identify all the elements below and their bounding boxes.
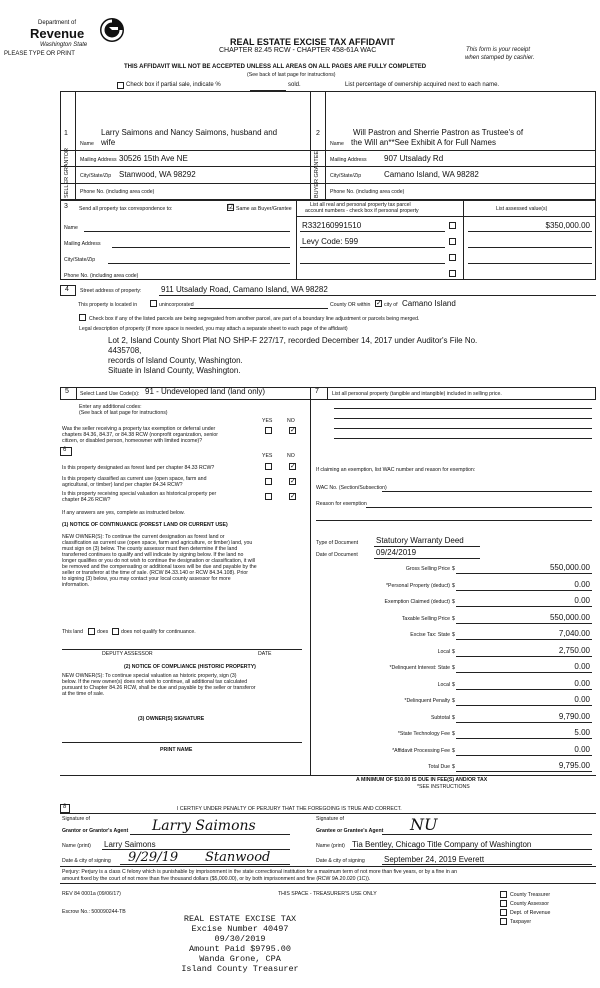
- tax-row-value: 9,790.00: [558, 712, 590, 721]
- minimum-due-note: A MINIMUM OF $10.00 IS DUE IN FEE(S) AND/OR TAX: [356, 777, 488, 783]
- sec5-q-line2: chapters 84.36, 84.37, or 84.38 RCW (nonprofit organization, senior: [62, 432, 219, 438]
- buyer-side-label: BUYER GRANTEE: [314, 150, 320, 198]
- buyer-phone-label: Phone No. (including area code): [330, 189, 405, 195]
- tax-row-value: 0.00: [574, 679, 590, 688]
- tax-row-currency: $: [452, 566, 455, 572]
- deputy-assessor-label: DEPUTY ASSESSOR: [102, 651, 153, 657]
- tax-row-label: Total Due: [428, 764, 450, 770]
- seller-name-label: Name: [80, 141, 94, 147]
- levy-code: Levy Code: 599: [302, 237, 359, 246]
- located-label: This property is located in: [78, 302, 138, 308]
- doc-date-label: Date of Document: [316, 552, 358, 558]
- unincorporated-label: unincorporated: [159, 302, 194, 308]
- tax-row-value: 9,795.00: [558, 761, 590, 770]
- personal-property-checkbox-1[interactable]: [449, 222, 456, 229]
- forest-no-checkbox[interactable]: ✓: [290, 463, 296, 470]
- see-instructions-note: *SEE INSTRUCTIONS: [417, 784, 470, 790]
- assessed-header: List assessed value(s): [496, 206, 548, 212]
- print-name-label: PRINT NAME: [160, 747, 193, 753]
- segregated-checkbox[interactable]: [79, 314, 86, 321]
- seller-name-line2: wife: [101, 138, 116, 147]
- section-8-number: 8: [63, 804, 67, 810]
- copy-dor-checkbox[interactable]: [500, 909, 507, 916]
- tax-row-currency: $: [452, 715, 455, 721]
- segregated-label: Check box if any of the listed parcels are being segregated from another parcel, are part of a boundary line adjustment or parcels being merged.: [89, 316, 420, 322]
- parcel-header-1: List all real and personal property tax parcel: [310, 202, 411, 208]
- sec6-yes-header: YES: [262, 453, 273, 459]
- type-or-print: PLEASE TYPE OR PRINT: [4, 51, 75, 57]
- does-not-label: does not qualify for continuance.: [121, 629, 196, 635]
- sec6-q2-line2: agricultural, or timber) land per chapter 84.34 RCW?: [62, 482, 183, 488]
- sec6-q3-line1: Is this property receiving special valuation as historical property per: [62, 491, 217, 497]
- tax-row-label: *State Technology Fee: [397, 731, 450, 737]
- copy-taxpayer-label: Taxpayer: [510, 919, 532, 925]
- dept-line1: Department of: [38, 20, 77, 26]
- city-of-label: city of: [384, 302, 398, 308]
- copy-assessor-label: County Assessor: [510, 901, 549, 907]
- buyer-name-label: Name: [330, 141, 344, 147]
- form-title: REAL ESTATE EXCISE TAX AFFIDAVIT: [230, 37, 395, 47]
- notice-continuance: (1) NOTICE OF CONTINUANCE (FOREST LAND OR CURRENT USE): [62, 522, 228, 528]
- form-revision: REV 84 0001a (09/06/17): [62, 891, 121, 897]
- buyer-city-label: City/State/Zip: [330, 173, 362, 179]
- legal-line-2: 4435708,: [108, 346, 142, 355]
- forest-yes-checkbox[interactable]: [265, 463, 272, 470]
- current-use-yes-checkbox[interactable]: [265, 478, 272, 485]
- land-use-label: Select Land Use Code(s):: [80, 391, 140, 397]
- legal-line-1: Lot 2, Island County Short Plat NO SHP-F 227/17, recorded December 14, 2017 under Auditor's File No.: [108, 336, 478, 345]
- seller-city-label: City/State/Zip: [80, 173, 112, 179]
- tax-row-currency: $: [452, 583, 455, 589]
- revenue-logo-icon: [98, 16, 126, 44]
- section-3-number: 3: [64, 203, 68, 210]
- buyer-name-line2: the Will an**See Exhibit A for Full Names: [351, 138, 496, 147]
- reason-label: Reason for exemption: [316, 501, 367, 507]
- section-6-number: 6: [63, 447, 67, 453]
- tax-row-value: 2,750.00: [558, 646, 590, 655]
- tax-row-value: 0.00: [574, 596, 590, 605]
- additional-codes-note: (See back of last page for instructions): [79, 410, 168, 416]
- tax-row-currency: $: [452, 748, 455, 754]
- copy-treasurer-checkbox[interactable]: [500, 891, 507, 898]
- copy-dor-label: Dept. of Revenue: [510, 910, 551, 916]
- parcel-header-2: account numbers - check box if personal property: [305, 208, 419, 214]
- receipt-note-1: This form is your receipt: [466, 47, 531, 53]
- tax-row-label: *Delinquent Interest: State: [389, 665, 450, 671]
- tax-row-currency: $: [452, 698, 455, 704]
- sec6-q1: Is this property designated as forest land per chapter 84.33 RCW?: [62, 465, 215, 471]
- partial-sale-checkbox[interactable]: [117, 82, 124, 89]
- personal-property-label: List all personal property (tangible and intangible) included in selling price.: [332, 391, 502, 397]
- doc-type-label: Type of Document: [316, 540, 359, 546]
- sec5-yes-header: YES: [262, 418, 273, 424]
- perjury-line2: amount fixed by the court of not more than five thousand dollars ($5,000.00), or by both imprisonment and fine (RCW 9A.20.020 (1C)).: [62, 876, 371, 882]
- exemption-claim-label: If claiming an exemption, list WAC number and reason for exemption:: [316, 467, 476, 473]
- tax-row-label: Taxable Selling Price: [401, 616, 450, 622]
- doc-date-value: 09/24/2019: [376, 548, 417, 557]
- parcel-number: R332160991510: [302, 221, 362, 230]
- grantee-signature: NU: [410, 815, 438, 834]
- property-city: Camano Island: [402, 299, 456, 308]
- partial-sale-label: Check box if partial sale, indicate %: [126, 82, 221, 88]
- grantor-date-city-label: Date & city of signing: [62, 858, 111, 864]
- historic-no-checkbox[interactable]: ✓: [290, 493, 296, 500]
- sold-label: sold.: [288, 82, 301, 88]
- buyer-city: Camano Island, WA 98282: [384, 170, 479, 179]
- section-1-number: 1: [64, 130, 68, 137]
- tax-row-value: 0.00: [574, 662, 590, 671]
- corr-name-label: Name: [64, 225, 78, 231]
- grantee-name-label: Name (print): [316, 843, 345, 849]
- legal-line-3: records of Island County, Washington.: [108, 356, 243, 365]
- grantor-sig-of: Signature of: [62, 816, 90, 822]
- sec5-q-line1: Was the seller receiving a property tax exemption or deferral under: [62, 426, 216, 432]
- tax-row-currency: $: [452, 649, 455, 655]
- does-not-checkbox[interactable]: [112, 628, 119, 635]
- section-5-number: 5: [65, 388, 69, 395]
- section-4-number: 4: [65, 286, 69, 293]
- buyer-address-label: Mailing Address: [330, 157, 367, 163]
- tax-row-value: 550,000.00: [549, 613, 590, 622]
- corr-city-label: City/State/Zip: [64, 257, 96, 263]
- owner-signature-label: (3) OWNER(S) SIGNATURE: [138, 716, 205, 722]
- personal-property-checkbox-4[interactable]: [449, 270, 456, 277]
- same-as-buyer-label: Same as Buyer/Grantee: [236, 206, 292, 212]
- seller-address-label: Mailing Address: [80, 157, 117, 163]
- corr-phone-label: Phone No. (including area code): [64, 273, 139, 279]
- sec5-yes-checkbox[interactable]: [265, 427, 272, 434]
- tax-row-value: 0.00: [574, 580, 590, 589]
- sec5-no-header: NO: [287, 418, 295, 424]
- if-yes-note: If any answers are yes, complete as instructed below.: [62, 510, 185, 516]
- seller-side-label: SELLER GRANTOR: [64, 147, 70, 198]
- tax-row-value: 550,000.00: [549, 563, 590, 572]
- grantee-name: Tia Bentley, Chicago Title Company of Washington: [352, 840, 532, 849]
- send-tax-label: Send all property tax correspondence to:: [79, 206, 173, 212]
- sec6-no-header: NO: [287, 453, 295, 459]
- certify-statement: I CERTIFY UNDER PENALTY OF PERJURY THAT THE FOREGOING IS TRUE AND CORRECT.: [177, 806, 402, 812]
- grantee-sig-of: Signature of: [316, 816, 344, 822]
- assessed-value: $350,000.00: [545, 221, 590, 230]
- dept-name: Revenue: [30, 26, 85, 41]
- tax-row-value: 0.00: [574, 695, 590, 704]
- copy-assessor-checkbox[interactable]: [500, 900, 507, 907]
- does-label: does: [97, 629, 109, 635]
- additional-codes-label: Enter any additional codes:: [79, 404, 142, 410]
- tax-row-currency: $: [452, 599, 455, 605]
- street-label: Street address of property:: [80, 288, 142, 294]
- copy-treasurer-label: County Treasurer: [510, 892, 551, 898]
- warning-text: THIS AFFIDAVIT WILL NOT BE ACCEPTED UNLESS ALL AREAS ON ALL PAGES ARE FULLY COMPLETED: [124, 64, 427, 70]
- unincorporated-checkbox[interactable]: [150, 300, 157, 307]
- tax-row-value: 0.00: [574, 745, 590, 754]
- tax-row-label: *Affidavit Processing Fee: [392, 748, 450, 754]
- section-2-number: 2: [316, 130, 320, 137]
- treasurer-stamp: REAL ESTATE EXCISE TAX Excise Number 40497 09/30/2019 Amount Paid $9795.00 Wanda Grone, CPA Island County Treasurer: [181, 914, 299, 974]
- grantor-city: Stanwood: [205, 850, 271, 865]
- personal-property-checkbox-3[interactable]: [449, 254, 456, 261]
- tax-row-currency: $: [452, 682, 455, 688]
- notice-compliance: (2) NOTICE OF COMPLIANCE (HISTORIC PROPERTY): [124, 664, 256, 670]
- buyer-address: 907 Utsalady Rd: [384, 154, 444, 163]
- land-use-code: 91 - Undeveloped land (land only): [145, 387, 266, 396]
- this-land-label: This land: [62, 629, 84, 635]
- seller-name-line1: Larry Saimons and Nancy Saimons, husband and: [101, 128, 278, 137]
- see-back-note: (See back of last page for instructions): [247, 72, 336, 78]
- deputy-date-label: DATE: [258, 651, 272, 657]
- personal-property-checkbox-2[interactable]: [449, 238, 456, 245]
- historic-yes-checkbox[interactable]: [265, 493, 272, 500]
- escrow-number: Escrow No.: 500090244-TB: [62, 909, 126, 915]
- legal-description-label: Legal description of property (if more space is needed, you may attach a separate sheet to each page of the affidavit): [79, 326, 348, 332]
- grantor-signature: Larry Saimons: [152, 818, 256, 834]
- grantee-agent-label: Grantee or Grantee's Agent: [316, 828, 384, 834]
- dept-state: Washington State: [40, 42, 88, 48]
- tax-row-label: *Personal Property (deduct): [385, 583, 450, 589]
- tax-row-label: Excise Tax: State: [410, 632, 450, 638]
- perjury-line1: Perjury: Perjury is a class C felony which is punishable by imprisonment in the state correctional institution for a maximum term of not more than five years, or by a fine in an: [62, 869, 457, 875]
- corr-mailing-label: Mailing Address: [64, 241, 101, 247]
- sec6-q3-line2: chapter 84.26 RCW?: [62, 497, 111, 503]
- tax-row-label: Subtotal: [430, 715, 450, 721]
- legal-line-4: Situate in Island County, Washington.: [108, 366, 241, 375]
- county-or-label: County OR within: [330, 302, 371, 308]
- tax-row-currency: $: [452, 616, 455, 622]
- tax-row-currency: $: [452, 632, 455, 638]
- tax-row-label: Local: [437, 682, 450, 688]
- grantee-date-city: September 24, 2019 Everett: [384, 855, 485, 864]
- grantee-date-city-label: Date & city of signing: [316, 858, 365, 864]
- sec6-q2-line1: Is this property classified as current use (open space, farm and: [62, 476, 207, 482]
- sec5-q-line3: citizen, or disabled person, homeowner with limited income)?: [62, 438, 203, 444]
- tax-row-value: 7,040.00: [558, 629, 590, 638]
- treasurer-use-label: THIS SPACE - TREASURER'S USE ONLY: [278, 891, 377, 897]
- wac-label: WAC No. (Section/Subsection): [316, 485, 387, 491]
- section-7-number: 7: [315, 388, 319, 395]
- city-of-checkbox[interactable]: ✓: [376, 300, 382, 307]
- tax-row-label: *Delinquent Penalty: [404, 698, 450, 704]
- doc-type-value: Statutory Warranty Deed: [376, 536, 464, 545]
- same-as-buyer-checkbox[interactable]: ☑: [228, 204, 235, 211]
- list-percentage-note: List percentage of ownership acquired next to each name.: [345, 82, 500, 88]
- current-use-no-checkbox[interactable]: ✓: [290, 478, 296, 485]
- street-address: 911 Utsalady Road, Camano Island, WA 98282: [161, 285, 328, 294]
- buyer-name-line1: Will Pastron and Sherrie Pastron as Trustee's of: [353, 128, 524, 137]
- tax-row-label: Gross Selling Price: [405, 566, 450, 572]
- grantor-agent-label: Grantor or Grantor's Agent: [62, 828, 129, 834]
- tax-row-currency: $: [452, 764, 455, 770]
- grantor-name-label: Name (print): [62, 843, 91, 849]
- does-checkbox[interactable]: [88, 628, 95, 635]
- grantor-name: Larry Saimons: [104, 840, 156, 849]
- tax-row-label: Exemption Claimed (deduct): [384, 599, 450, 605]
- receipt-note-2: when stamped by cashier.: [465, 55, 535, 61]
- form-chapter: CHAPTER 82.45 RCW - CHAPTER 458-61A WAC: [219, 47, 377, 54]
- sec5-no-checkbox[interactable]: ✓: [290, 427, 296, 434]
- tax-row-value: 5.00: [574, 728, 590, 737]
- seller-city: Stanwood, WA 98292: [119, 170, 196, 179]
- seller-address: 30526 15th Ave NE: [119, 154, 188, 163]
- grantor-date: 9/29/19: [128, 850, 179, 865]
- tax-row-currency: $: [452, 665, 455, 671]
- seller-phone-label: Phone No. (including area code): [80, 189, 155, 195]
- tax-row-currency: $: [452, 731, 455, 737]
- tax-row-label: Local: [437, 649, 450, 655]
- copy-taxpayer-checkbox[interactable]: [500, 918, 507, 925]
